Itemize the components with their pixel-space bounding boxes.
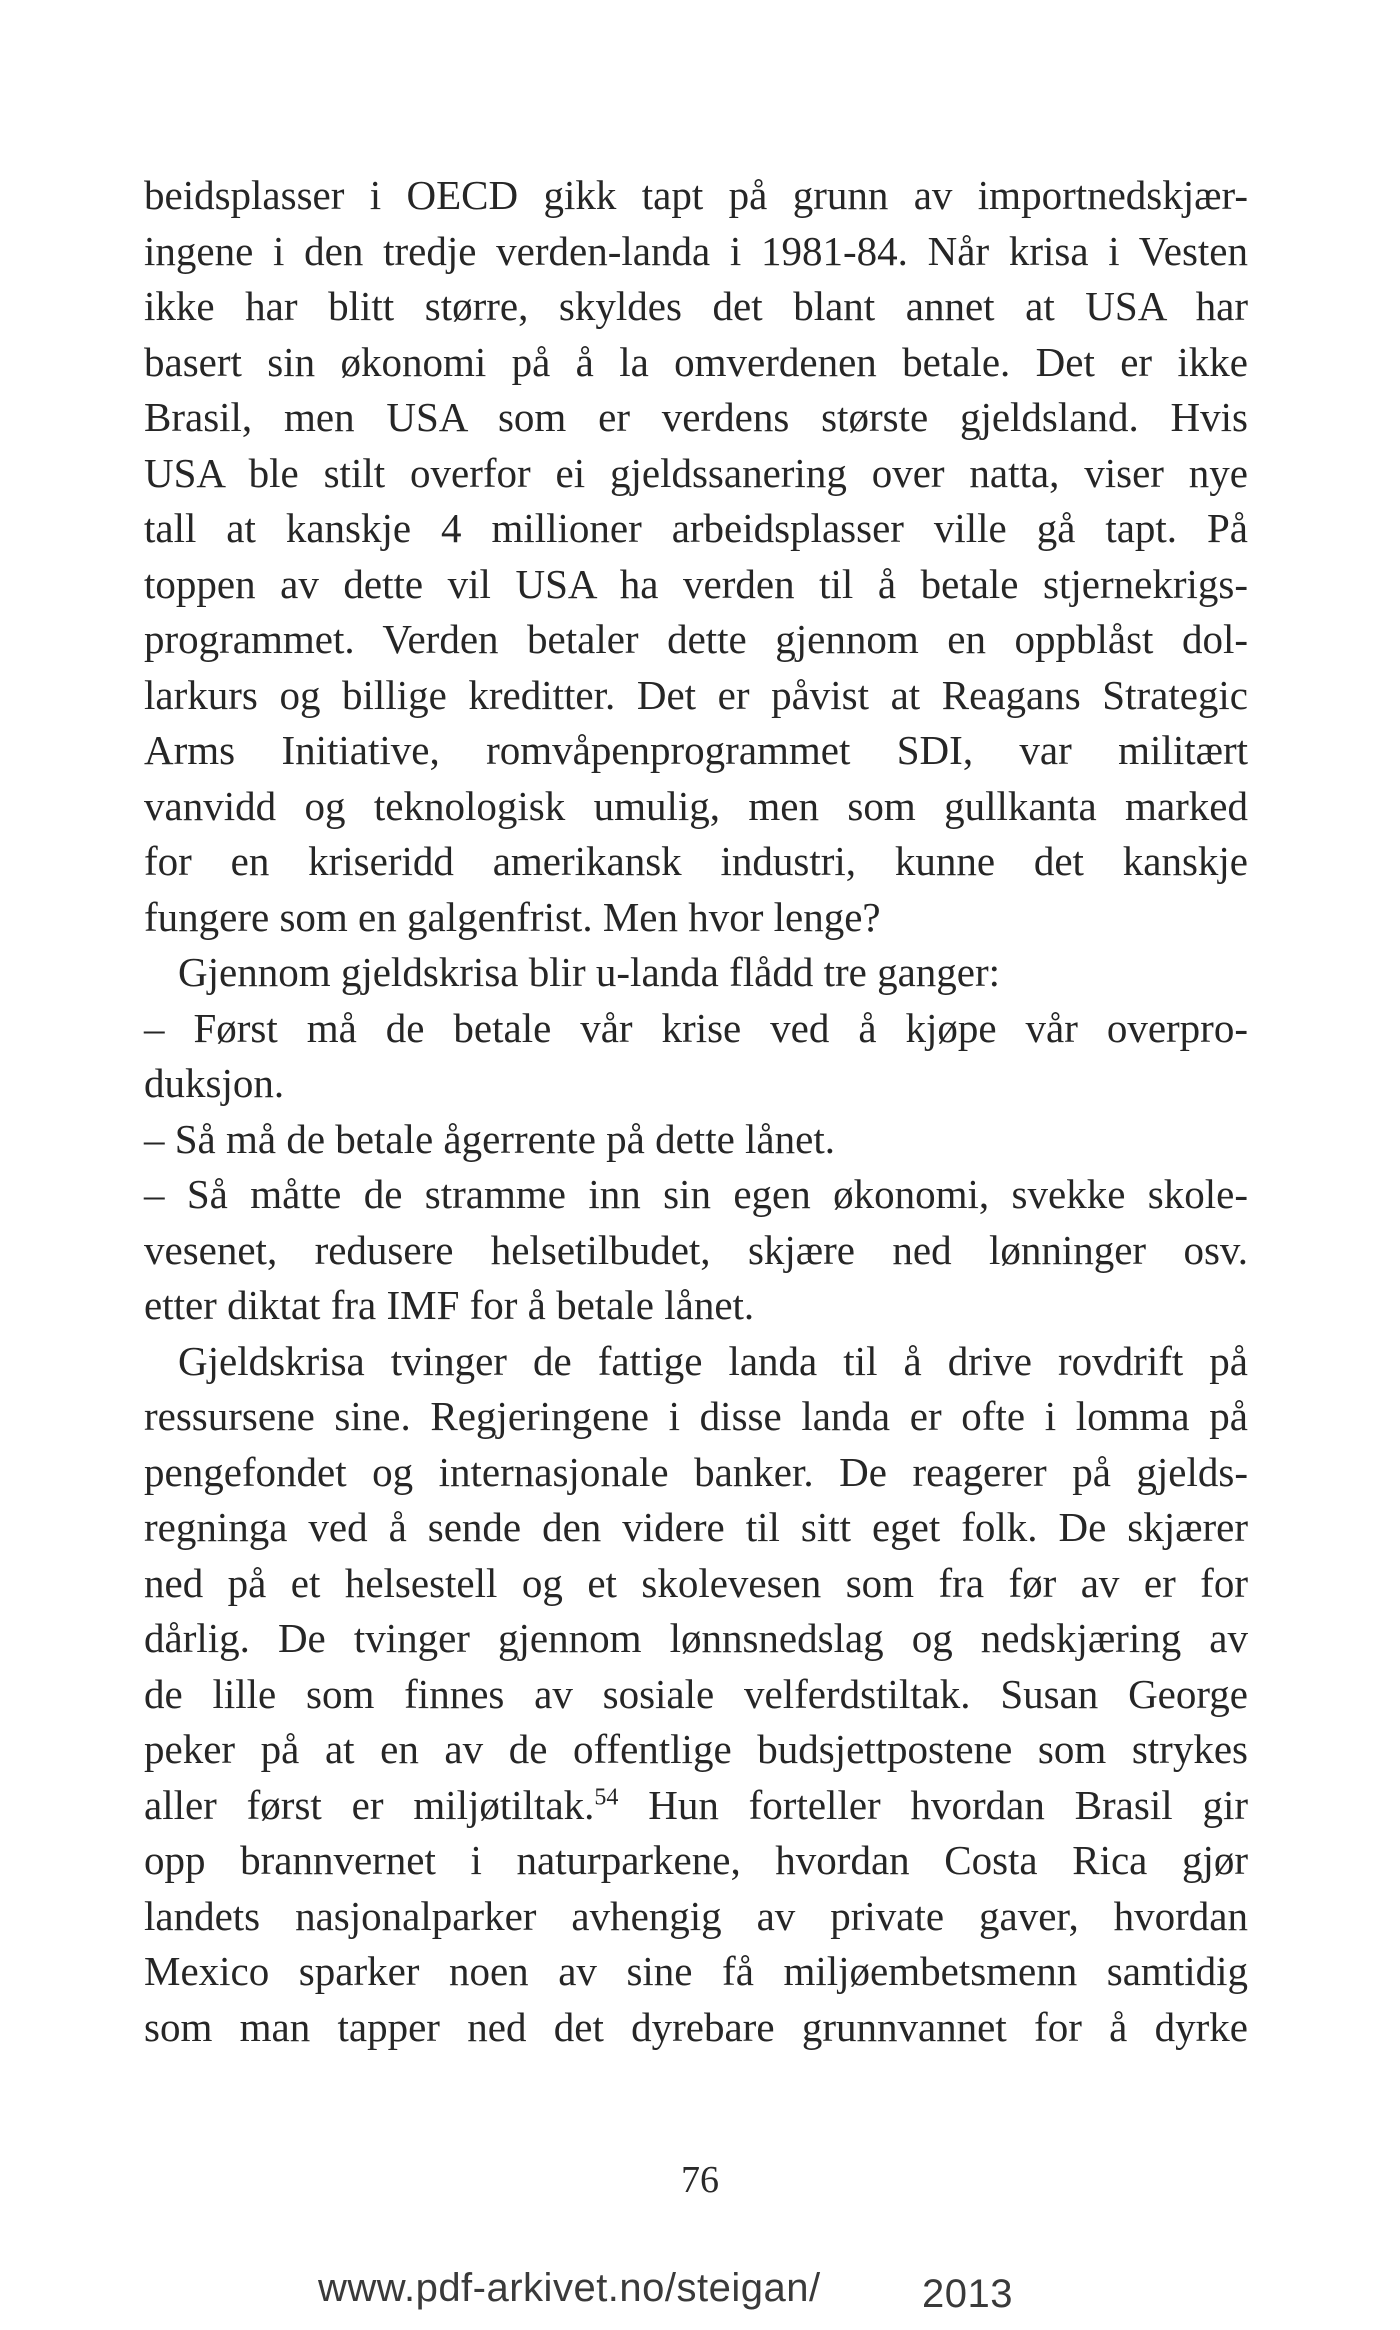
text-line-with-footnote (144, 1778, 1248, 1834)
footnote-marker: 54 (594, 1783, 619, 1810)
text-line: larkurs og billige kreditter. Det er påvist at Reagans Strategic (144, 671, 1248, 718)
text-line: programmet. Verden betaler dette gjennom en oppblåst dol- (144, 616, 1248, 662)
text-line: ned på et helsestell og et skolevesen som fra før av er for (144, 1559, 1248, 1606)
text-line: dårlig. De tvinger gjennom lønnsnedslag og nedskjæring av (144, 1615, 1248, 1661)
list-item-line: – Først må de betale vår krise ved å kjøpe vår overpro- (144, 1004, 1248, 1051)
list-item-line: duksjon. (144, 1060, 285, 1106)
text-line: regninga ved å sende den videre til sitt eget folk. De skjærer (144, 1504, 1248, 1550)
text-line: beidsplasser i OECD gikk tapt på grunn av importnedskjær- (144, 172, 1248, 218)
text-line: som man tapper ned det dyrebare grunnvannet for å dyrke (144, 2003, 1248, 2050)
text-line: fungere som en galgenfrist. Men hvor lenge? (144, 893, 881, 940)
text-line: peker på at en av de offentlige budsjettpostene som strykes (144, 1726, 1248, 1772)
text-line: for en kriseridd amerikansk industri, kunne det kanskje (144, 838, 1248, 884)
text-line: USA ble stilt overfor ei gjeldssanering over natta, viser nye (144, 449, 1248, 496)
list-item-line: – Så måtte de stramme inn sin egen økonomi, svekke skole- (144, 1171, 1248, 1217)
text-line: tall at kanskje 4 millioner arbeidsplasser ville gå tapt. På (144, 505, 1248, 551)
page-number: 76 (681, 2159, 719, 2201)
text-line: basert sin økonomi på å la omverdenen betale. Det er ikke (144, 338, 1248, 385)
list-item-line: – Så må de betale ågerrente på dette lånet. (144, 1115, 835, 1162)
text-line: landets nasjonalparker avhengig av private gaver, hvordan (144, 1892, 1248, 1939)
list-item-line: vesenet, redusere helsetilbudet, skjære ned lønninger osv. (144, 1226, 1248, 1273)
footer-year: 2013 (922, 2272, 1013, 2316)
text-line: ressursene sine. Regjeringene i disse landa er ofte i lomma på (144, 1393, 1248, 1439)
list-item-line: etter diktat fra IMF for å betale lånet. (144, 1282, 755, 1328)
text-line: Mexico sparker noen av sine få miljøembetsmenn samtidig (144, 1948, 1248, 1994)
text-line: vanvidd og teknologisk umulig, men som gullkanta marked (144, 782, 1248, 829)
text-line: pengefondet og internasjonale banker. De reagerer på gjelds- (144, 1448, 1248, 1495)
text-line: opp brannvernet i naturparkene, hvordan Costa Rica gjør (144, 1837, 1248, 1883)
text-segment: aller først er miljøtiltak. (144, 1781, 595, 1828)
footer-url: www.pdf-arkivet.no/steigan/ (318, 2266, 821, 2310)
text-line: Gjennom gjeldskrisa blir u-landa flådd tre ganger: (178, 949, 1001, 995)
text-line: toppen av dette vil USA ha verden til å betale stjernekrigs- (144, 560, 1248, 607)
text-line: Gjeldskrisa tvinger de fattige landa til å drive rovdrift på (178, 1337, 1248, 1384)
text-line: Arms Initiative, romvåpenprogrammet SDI, var militært (144, 727, 1248, 773)
text-segment: Hun forteller hvordan Brasil gir (618, 1781, 1248, 1828)
text-line: Brasil, men USA som er verdens største gjeldsland. Hvis (144, 394, 1248, 440)
text-line: ikke har blitt større, skyldes det blant annet at USA har (144, 283, 1248, 329)
body-text (144, 168, 1248, 2055)
text-line: ingene i den tredje verden-landa i 1981-84. Når krisa i Vesten (144, 227, 1248, 274)
text-line: de lille som finnes av sosiale velferdstiltak. Susan George (144, 1670, 1248, 1717)
